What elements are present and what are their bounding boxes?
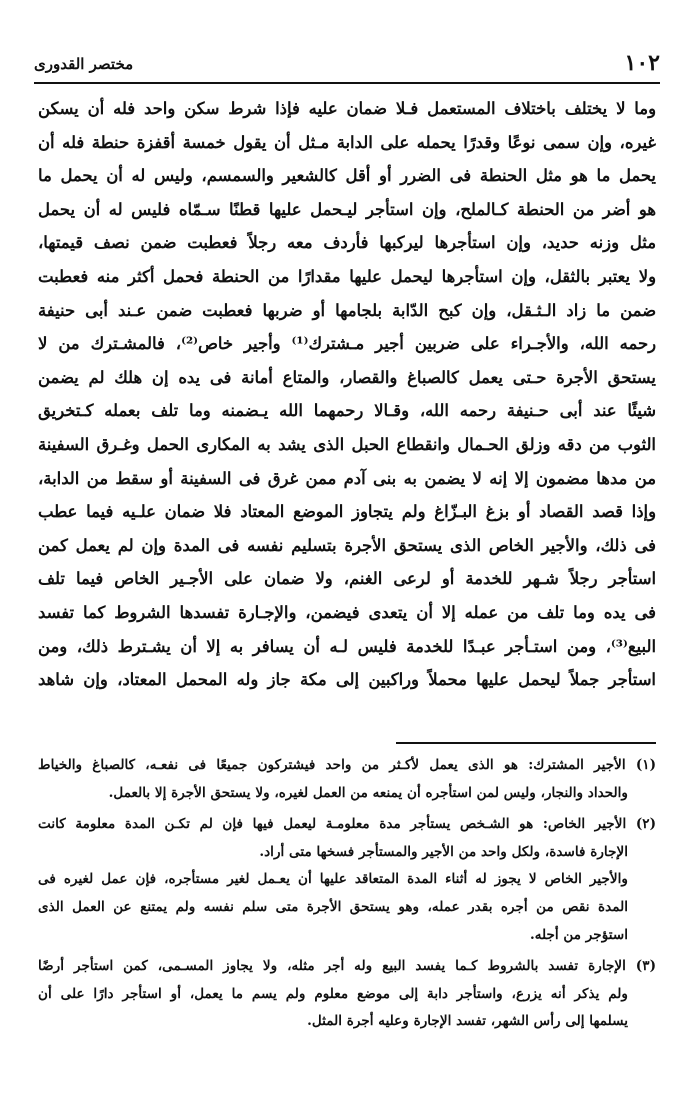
footnote-line: المدة نقص من أجره بقدر عمله، وهو يستحق الأجرة متى سلم نفسه ولم يمتنع عن العمل الذى	[38, 898, 628, 915]
footnote-line: والحداد والنجار، وليس لمن استأجره أن يمنعه من العمل لغيره، ولا يستحق الأجرة إلا بالعمل.	[108, 784, 628, 801]
text-line: من مدها مضمون إلا إنه لا يضمن به بنى آدم ممن غرق فى السفينة أو سقط من الدابة،	[38, 468, 656, 488]
footnote-line: (٢) الأجير الخاص: هو الشـخص يستأجر مدة معلومـة ليعمل فيها فإن لم تكـن المدة معلومة كانت	[38, 816, 656, 833]
running-title: مختصر القدورى	[34, 55, 134, 73]
footnote-2	[38, 811, 656, 949]
footnote-line: ولم يذكر أنه يزرع، واستأجر دابة إلى موضع معلوم ولم يسم ما يعمل، أو استأجر دارًا على أن	[38, 985, 628, 1002]
footnote-separator	[396, 742, 656, 744]
text-line: استأجر رجلاً شـهر للخدمة أو لرعى الغنم، ولا ضمان على الأجـير الخاص فيما تلف	[38, 569, 656, 589]
text-line: وما لا يختلف باختلاف المستعمل فـلا ضمان عليه فإذا شرط سكن واحد فله أن يسكن	[38, 99, 656, 118]
text-line: ولا يعتبر بالثقل، وإن استأجرها ليحمل عليها مقدارًا من الحنطة فحمل أكثر منه فعطبت	[38, 266, 656, 286]
text-line: ضمن ما زاد الـثـقل، وإن كبح الدّابة بلجامها أو ضربها فعطبت ضمن عـند أبى حنيفة	[38, 300, 656, 320]
text-line: يحمل ما هو مثل الحنطة فى الضرر أو أقل كالشعير والسمسم، وليس له أن يحمل ما	[38, 166, 656, 186]
footnote-3	[38, 953, 656, 1036]
footnote-line: (٣) الإجارة تفسد بالشروط كـما يفسد البيع وله أجر مثله، ولا يجاوز المسـمى، كمن استأجر أرضًا	[38, 958, 656, 975]
main-text	[38, 92, 656, 697]
footnote-line: يسلمها إلى رأس الشهر، تفسد الإجارة وعليه أجرة المثل.	[307, 1013, 628, 1030]
text-line: فى ذلك، والأجير الخاص الذى يستحق الأجرة بتسليم نفسه فى المدة وإن لم يعمل كمن	[38, 535, 656, 555]
text-line: رحمه الله، والأجـراء على ضربين أجير مـشترك⁽¹⁾ وأجير خاص⁽²⁾، فالمشـترك من لا	[38, 334, 656, 354]
text-line: غيره، وإن سمى نوعًا وقدرًا يحمله على الدابة مـثل أن يقول خمسة أقفزة حنطة فله أن	[38, 132, 656, 152]
text-line: يستحق الأجرة حـتى يعمل كالصباغ والقصار، والمتاع أمانة فى يده إن هلك لم يضمن	[38, 367, 656, 387]
text-line: وإذا قصد القصاد أو بزغ البـزّاغ ولم يتجاوز الموضع المعتاد فلا ضمان علـيه فيما عطب	[38, 502, 656, 522]
footnote-line: استؤجر من أجله.	[530, 926, 628, 943]
header-rule	[34, 82, 660, 84]
footnote-line: والأجير الخاص لا يجوز له أثناء المدة المتعاقد عليها أن يعـمل لغير مستأجره، فإن عمل لغيره فى	[38, 871, 628, 888]
footnote-1	[38, 752, 656, 807]
text-line: البيع⁽³⁾، ومن استـأجر عبـدًا للخدمة فليس لـه أن يسافر به إلا أن يشـترط ذلك، ومن	[38, 636, 656, 656]
text-line: الثوب من دقه وزلق الحـمال وانقطاع الحبل الذى يشد به المكارى الحمل وغـرق السفينة	[38, 434, 656, 454]
text-line: هو أضر من الحنطة كـالملح، وإن استأجر ليـحمل عليها قطنًا سـمّاه فليس له أن يحمل	[38, 199, 656, 219]
page-header	[34, 48, 660, 84]
footnote-line: الإجارة فاسدة، ولكل واحد من الأجير والمستأجر فسخها متى أراد.	[259, 843, 628, 860]
text-line: شيئًا عند أبى حـنيفة رحمه الله، وقـالا رحمهما الله يـضمنه وما تلف بعمله كـتخريق	[38, 401, 656, 421]
text-line: مثل وزنه حديد، وإن استأجرها ليركبها فأردف معه رجلاً فعطبت ضمن نصف قيمتها،	[38, 233, 656, 253]
page-number: ١٠٢	[624, 50, 660, 76]
footnotes	[38, 752, 656, 1036]
text-line: فى يده وما تلف من عمله إلا أن يتعدى فيضمن، والإجـارة تفسدها الشروط كما تفسد	[38, 602, 656, 622]
text-line: استأجر جملاً ليحمل عليها محملاً وراكبين إلى مكة جاز وله المحمل المعتاد، وإن شاهد	[38, 670, 656, 690]
footnote-line: (١) الأجير المشترك: هو الذى يعمل لأكـثر من واحد فيشتركون جميعًا فى نفعـه، كالصباغ والخياط	[38, 757, 656, 773]
